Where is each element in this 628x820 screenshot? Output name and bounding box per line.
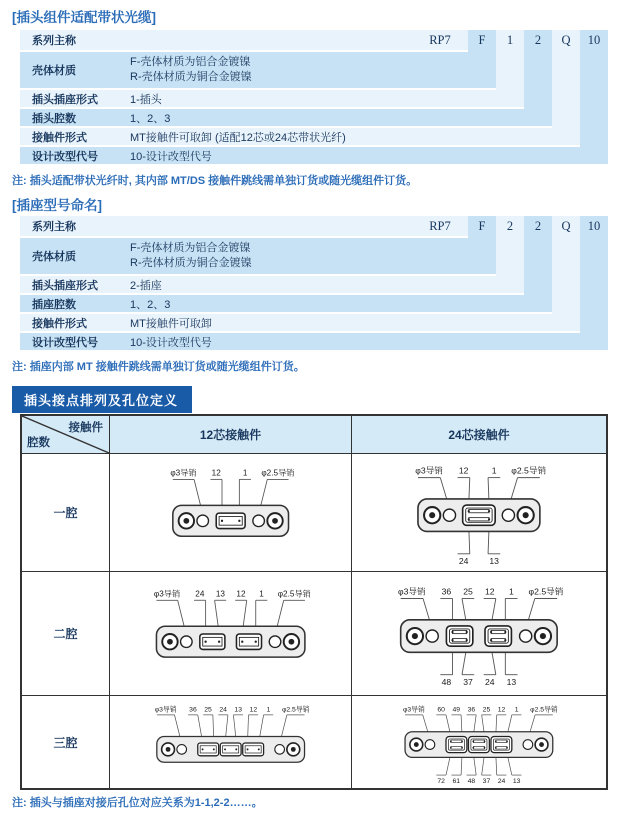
table-row bbox=[20, 216, 468, 236]
svg-text:36: 36 bbox=[467, 706, 476, 714]
param-label: 系列主称 bbox=[32, 221, 76, 233]
param-value: 1、2、3 bbox=[130, 298, 171, 311]
section3-title-bar: 插头接点排列及孔位定义 bbox=[12, 386, 192, 413]
row-header-2cavity: 二腔 bbox=[22, 572, 110, 696]
table-row bbox=[20, 295, 552, 312]
code-contact: Q bbox=[561, 33, 571, 47]
code-form: 2 bbox=[506, 219, 514, 233]
param-value: 1-插头 bbox=[130, 93, 162, 106]
svg-text:φ3导销: φ3导销 bbox=[154, 706, 177, 714]
svg-text:1: 1 bbox=[266, 706, 271, 714]
svg-text:13: 13 bbox=[215, 589, 225, 599]
svg-text:φ2.5导销: φ2.5导销 bbox=[281, 706, 310, 714]
table-row bbox=[20, 128, 580, 145]
svg-text:72: 72 bbox=[437, 777, 446, 785]
svg-text:24: 24 bbox=[219, 706, 227, 714]
svg-text:1: 1 bbox=[259, 589, 264, 599]
param-label: 接触件形式 bbox=[32, 131, 87, 144]
code-column-10 bbox=[580, 30, 608, 164]
connector-diagram-3cavity-24core bbox=[352, 696, 606, 788]
diagram-cell bbox=[352, 696, 606, 788]
svg-text:12: 12 bbox=[458, 465, 469, 476]
svg-text:φ2.5导销: φ2.5导销 bbox=[530, 706, 558, 714]
section1-note: 注: 插头适配带状光纤时, 其内部 MT/DS 接触件跳线需单独订货或随光缆组件订货。 bbox=[12, 175, 418, 187]
svg-text:12: 12 bbox=[211, 468, 221, 478]
column-header-12core: 12芯接触件 bbox=[110, 416, 352, 454]
svg-text:13: 13 bbox=[506, 677, 517, 688]
svg-text:1: 1 bbox=[491, 465, 497, 476]
plug-naming-table bbox=[20, 30, 608, 164]
param-value: MT接触件可取卸 (适配12芯或24芯带状光纤) bbox=[130, 131, 346, 144]
param-value: MT接触件可取卸 bbox=[130, 317, 212, 330]
table-row bbox=[20, 109, 552, 126]
svg-text:61: 61 bbox=[452, 777, 461, 785]
table-row bbox=[20, 90, 524, 107]
column-header-24core: 24芯接触件 bbox=[352, 416, 606, 454]
code-series: RP7 bbox=[429, 33, 451, 47]
svg-text:25: 25 bbox=[463, 586, 473, 597]
param-value: 2-插座 bbox=[130, 279, 162, 292]
svg-text:25: 25 bbox=[482, 706, 491, 714]
svg-text:48: 48 bbox=[467, 777, 476, 785]
code-revision: 10 bbox=[587, 33, 601, 47]
code-series: RP7 bbox=[429, 219, 451, 233]
receptacle-naming-table bbox=[20, 216, 608, 350]
svg-text:φ3导销: φ3导销 bbox=[153, 589, 180, 599]
svg-text:37: 37 bbox=[482, 777, 491, 785]
table-row bbox=[20, 147, 608, 164]
param-label: 设计改型代号 bbox=[32, 150, 98, 163]
diagram-cell bbox=[110, 454, 352, 572]
svg-text:12: 12 bbox=[485, 586, 495, 597]
row-header-1cavity: 一腔 bbox=[22, 454, 110, 572]
param-label: 壳体材质 bbox=[32, 65, 76, 77]
connector-diagram-3cavity-12core bbox=[110, 696, 351, 788]
table-row bbox=[20, 52, 496, 88]
svg-text:φ2.5导销: φ2.5导销 bbox=[511, 465, 547, 476]
param-label: 设计改型代号 bbox=[32, 336, 98, 349]
svg-text:36: 36 bbox=[188, 706, 197, 714]
diagram-cell bbox=[352, 454, 606, 572]
value-line: R-壳体材质为铜合金镀镍 bbox=[130, 71, 252, 83]
section3-note: 注: 插头与插座对接后孔位对应关系为1-1,2-2……。 bbox=[12, 797, 263, 809]
diagram-cell bbox=[110, 696, 352, 788]
code-form: 1 bbox=[506, 33, 514, 47]
value-line: F-壳体材质为铝合金镀镍 bbox=[130, 56, 251, 68]
svg-text:36: 36 bbox=[441, 586, 452, 597]
table-row bbox=[20, 276, 524, 293]
param-label: 插头插座形式 bbox=[32, 279, 98, 292]
svg-text:φ3导销: φ3导销 bbox=[415, 465, 444, 476]
svg-text:1: 1 bbox=[509, 586, 514, 597]
svg-text:φ2.5导销: φ2.5导销 bbox=[261, 468, 295, 478]
svg-text:φ2.5导销: φ2.5导销 bbox=[277, 589, 311, 599]
svg-text:48: 48 bbox=[441, 677, 452, 688]
svg-text:φ3导销: φ3导销 bbox=[170, 468, 197, 478]
corner-label-cavity: 腔数 bbox=[27, 437, 50, 449]
svg-text:13: 13 bbox=[234, 706, 242, 714]
param-value: 10-设计改型代号 bbox=[130, 150, 212, 163]
param-label: 插座腔数 bbox=[32, 298, 76, 311]
svg-text:60: 60 bbox=[437, 706, 446, 714]
code-revision: 10 bbox=[587, 219, 601, 233]
table-row bbox=[20, 314, 580, 331]
row-header-3cavity: 三腔 bbox=[22, 696, 110, 788]
contact-arrangement-table bbox=[20, 414, 608, 790]
svg-text:φ3导销: φ3导销 bbox=[398, 586, 426, 597]
svg-text:24: 24 bbox=[485, 677, 495, 688]
section2-note: 注: 插座内部 MT 接触件跳线需单独订货或随光缆组件订货。 bbox=[12, 361, 305, 373]
param-value bbox=[130, 241, 252, 271]
param-label: 壳体材质 bbox=[32, 251, 76, 263]
code-column-10 bbox=[580, 216, 608, 350]
svg-text:1: 1 bbox=[514, 706, 519, 714]
svg-text:49: 49 bbox=[452, 706, 461, 714]
table-row bbox=[20, 333, 608, 350]
param-value: 1、2、3 bbox=[130, 112, 171, 125]
svg-text:12: 12 bbox=[497, 706, 506, 714]
svg-text:37: 37 bbox=[463, 677, 473, 688]
code-material: F bbox=[478, 219, 486, 233]
param-value bbox=[130, 55, 252, 85]
connector-diagram-2cavity-24core bbox=[352, 572, 606, 695]
diagram-cell bbox=[352, 572, 606, 696]
diagram-cell bbox=[110, 572, 352, 696]
corner-label-contact: 接触件 bbox=[68, 422, 103, 434]
section2-heading: [插座型号命名] bbox=[12, 198, 102, 213]
param-label: 接触件形式 bbox=[32, 317, 87, 330]
svg-text:13: 13 bbox=[512, 777, 521, 785]
svg-text:24: 24 bbox=[458, 556, 469, 567]
svg-text:13: 13 bbox=[489, 556, 500, 567]
svg-text:24: 24 bbox=[497, 777, 506, 785]
value-line: F-壳体材质为铝合金镀镍 bbox=[130, 242, 251, 254]
svg-text:12: 12 bbox=[249, 706, 257, 714]
connector-diagram-1cavity-24core bbox=[352, 454, 606, 571]
code-cavity: 2 bbox=[534, 219, 542, 233]
connector-diagram-1cavity-12core bbox=[110, 454, 351, 571]
table-row bbox=[20, 238, 496, 274]
section1-heading: [插头组件适配带状光缆] bbox=[12, 10, 156, 25]
connector-diagram-2cavity-12core bbox=[110, 572, 351, 695]
svg-text:25: 25 bbox=[204, 706, 212, 714]
value-line: R-壳体材质为铜合金镀镍 bbox=[130, 257, 252, 269]
svg-text:24: 24 bbox=[195, 589, 205, 599]
code-contact: Q bbox=[561, 219, 571, 233]
param-value: 10-设计改型代号 bbox=[130, 336, 212, 349]
corner-header-cell bbox=[22, 416, 110, 454]
svg-text:12: 12 bbox=[236, 589, 246, 599]
param-label: 插头插座形式 bbox=[32, 93, 98, 106]
param-label: 插头腔数 bbox=[32, 112, 76, 125]
code-material: F bbox=[478, 33, 486, 47]
svg-text:φ3导销: φ3导销 bbox=[403, 706, 425, 714]
svg-text:1: 1 bbox=[242, 468, 248, 478]
svg-text:φ2.5导销: φ2.5导销 bbox=[528, 586, 564, 597]
code-cavity: 2 bbox=[534, 33, 542, 47]
table-row bbox=[20, 30, 468, 50]
param-label: 系列主称 bbox=[32, 35, 76, 47]
